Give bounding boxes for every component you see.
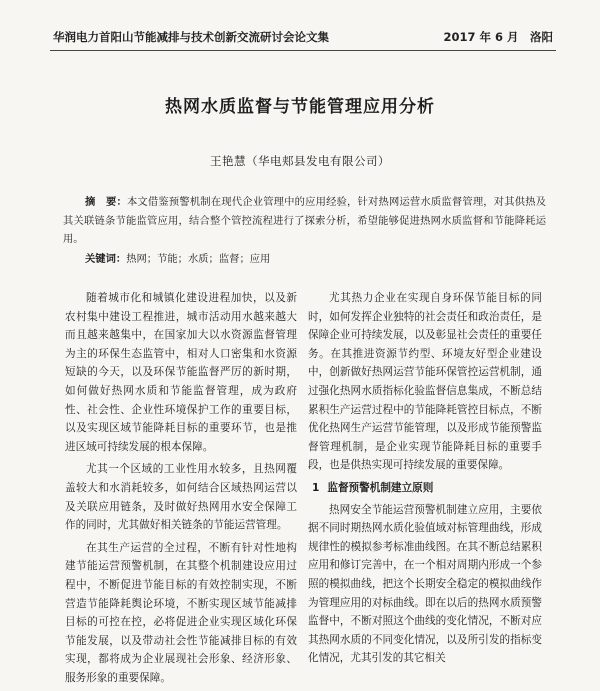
keywords-text: 热网；节能；水质；监督；应用 bbox=[126, 253, 271, 265]
section-number: 1 bbox=[312, 481, 320, 494]
abstract-text: 本文借鉴预警机制在现代企业管理中的应用经验，针对热网运营水质监督管理，对其供热及其关联链条节能监管应用，结合整个管控流程进行了探索分析，希望能够促进热网水质监督和节能降耗运用。 bbox=[63, 196, 547, 245]
paper-title: 热网水质监督与节能管理应用分析 bbox=[165, 97, 435, 117]
abstract bbox=[63, 193, 546, 249]
abstract-label: 摘 要： bbox=[85, 196, 127, 208]
date-place: 2017 年 6 月 洛阳 bbox=[443, 30, 553, 44]
keywords bbox=[85, 250, 270, 265]
body-paragraph: 热网安全节能运营预警机制建立应用，主要依据不同时期热网水质化验值域对标管理曲线，形成规律性的模拟参考标准曲线图。在其不断总结累积应用和修订完善中，在一个相对周期内形成一个参照的模拟曲线，把这个长期安全稳定的模拟曲线作为管理应用的对标曲线。即在以后的热网水质预警监督中，不断对照这个曲线的变化情况，不断对应其热网水质的不同变化情况，以及所引发的指标变化情况，尤其引发的其它相关 bbox=[308, 503, 542, 665]
running-header bbox=[53, 26, 553, 48]
section-title: 监督预警机制建立原则 bbox=[327, 481, 434, 494]
body-paragraph: 在其生产运营的全过程，不断有针对性地构建节能运营预警机制，在其整个机制建设应用过程中，不断促进节能目标的有效控制实现，不断营造节能降耗舆论环境，不断实现区域节能减排目标的可控在控，必将促进企业实现区域化环保节能发展，以及带动社会性节能减排目标的有效实现，都将成为企业展现社会形象、经济形象、服务形象的重要保障。 bbox=[65, 541, 297, 684]
header-rule bbox=[50, 50, 556, 51]
right-column bbox=[308, 289, 542, 672]
author-line: 王艳慧（华电郏县发电有限公司） bbox=[210, 154, 390, 168]
body-paragraph: 随着城市化和城镇化建设进程加快，以及新农村集中建设工程推进，城市活动用水越来越大而且越来越集中，在国家加大以水资源监督管理为主的环保生态监管中，相对人口密集和水资源短缺的今天，以及环保节能监督严厉的新时期，如何做好热网水质和节能监督管理，成为政府性、社会性、企业性环境保护工作的重要目标，以及实现区域节能降耗目标的重要环节，也是推进区域可持续发展的根本保障。 bbox=[65, 292, 297, 453]
left-column bbox=[65, 289, 297, 691]
keywords-label: 关键词： bbox=[85, 253, 127, 265]
body-paragraph: 尤其一个区域的工业性用水较多，且热网覆盖较大和水消耗较多，如何结合区域热网运营以及关联应用链条，及时做好热网用水安全保障工作的同时，尤其做好相关链条的节能运营管理。 bbox=[65, 463, 297, 532]
body-paragraph: 尤其热力企业在实现自身环保节能目标的同时，如何发挥企业独特的社会责任和政治责任，是保障企业可持续发展，以及彰显社会责任的重要任务。在其推进资源节约型、环境友好型企业建设中，创新做好热网运营节能环保管控运营机制，通过强化热网水质指标化验监督信息集成，不断总结累积生产运营过程中的节能降耗管控目标点，不断优化热网生产运营节能管理，以及形成节能预警监督管理机制，是企业实现节能降耗目标的重要手段，也是供热实现可持续发展的重要保障。 bbox=[308, 292, 542, 472]
proceedings-title: 华润电力首阳山节能减排与技术创新交流研讨会论文集 bbox=[53, 30, 329, 44]
section-heading bbox=[308, 479, 542, 498]
